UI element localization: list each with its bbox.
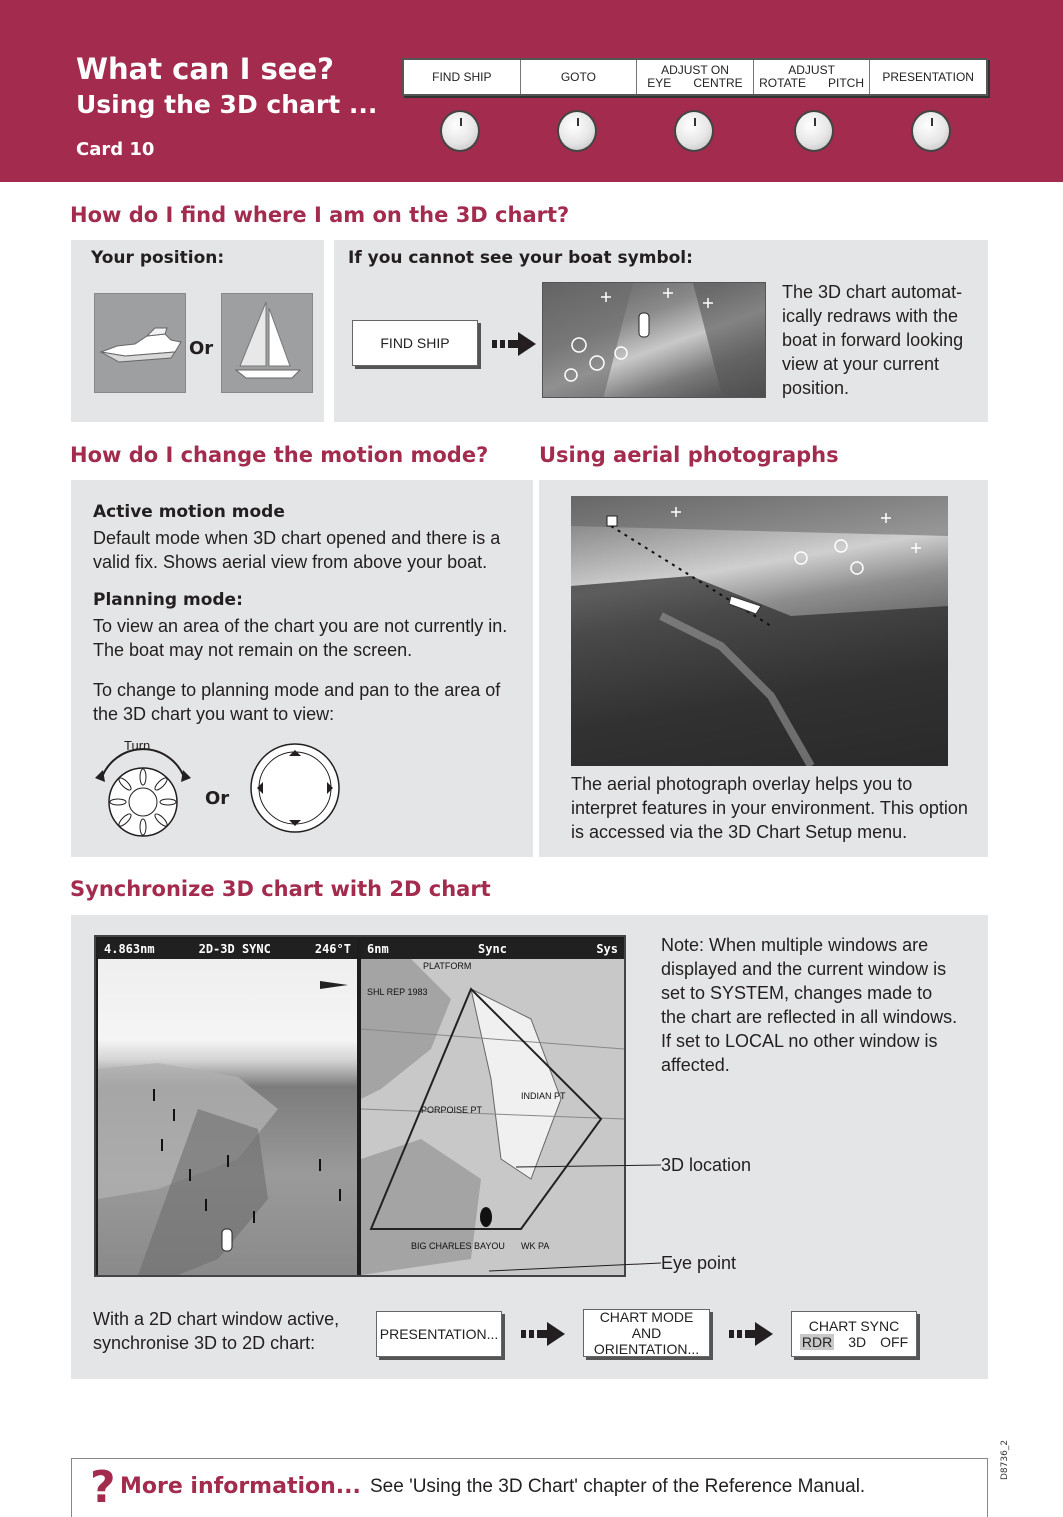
- softkey-find-ship[interactable]: FIND SHIP: [404, 60, 521, 94]
- physical-softkey-1[interactable]: [440, 110, 480, 152]
- motorboat-symbol-icon: [94, 293, 186, 393]
- sailboat-symbol-icon: [221, 293, 313, 393]
- section-title-motion: How do I change the motion mode?: [70, 443, 489, 467]
- arrow-icon: [521, 1322, 565, 1346]
- map-label-shl-rep: SHL REP 1983: [367, 987, 428, 997]
- sync-option-3d: 3D: [848, 1334, 867, 1350]
- map-label-big-charles-bayou: BIG CHARLES BAYOU: [411, 1241, 505, 1251]
- section-title-sync: Synchronize 3D chart with 2D chart: [70, 877, 491, 901]
- physical-softkey-2[interactable]: [557, 110, 597, 152]
- rotary-knob-icon[interactable]: [93, 744, 193, 840]
- chart-sync-button[interactable]: CHART SYNC RDR 3D OFF: [791, 1311, 917, 1357]
- 3d-location-pointer: [516, 1159, 661, 1169]
- document-id: D8736_2: [1000, 1439, 1010, 1480]
- panel-motion-mode: [71, 480, 533, 857]
- physical-softkey-4[interactable]: [794, 110, 834, 152]
- active-mode-label: Active motion mode: [93, 502, 285, 522]
- or-text: Or: [189, 338, 214, 359]
- label-eye-point: Eye point: [661, 1253, 737, 1273]
- or-text-motion: Or: [205, 788, 230, 809]
- map-label-wk-pa: WK PA: [521, 1241, 550, 1251]
- section-title-find: How do I find where I am on the 3D chart?: [70, 203, 570, 227]
- 3d-chart-forward-view-image: [542, 282, 766, 398]
- physical-softkey-3[interactable]: [674, 110, 714, 152]
- turn-label: Turn: [124, 738, 151, 753]
- your-position-label: Your position:: [91, 248, 225, 268]
- arrow-icon: [492, 332, 536, 356]
- aerial-photograph-image: [571, 496, 948, 766]
- softkey-goto[interactable]: GOTO: [521, 60, 638, 94]
- find-ship-description: The 3D chart automat-ically redraws with the boat in forward looking view at your current position.: [782, 282, 964, 398]
- section-title-aerial: Using aerial photographs: [539, 443, 839, 467]
- presentation-button[interactable]: PRESENTATION...: [376, 1311, 502, 1357]
- planning-mode-text: To view an area of the chart you are not currently in. The boat may not remain on the screen.: [93, 616, 508, 660]
- panel-your-position: [71, 240, 324, 422]
- more-info-label: More information...: [120, 1474, 361, 1499]
- map-label-porpoise-pt: PORPOISE PT: [421, 1105, 483, 1115]
- softkey-presentation[interactable]: PRESENTATION: [882, 69, 974, 84]
- physical-softkey-5[interactable]: [911, 110, 951, 152]
- page-subtitle: Using the 3D chart ...: [76, 90, 378, 119]
- card-number: Card 10: [76, 139, 155, 160]
- page-title: What can I see?: [76, 52, 334, 86]
- aerial-description: The aerial photograph overlay helps you to interpret features in your environment. This option is accessed via the 3D Chart Setup menu.: [571, 774, 968, 842]
- softkey-adjust[interactable]: ADJUST ROTATE PITCH: [754, 60, 871, 94]
- eye-point-pointer: [489, 1255, 661, 1275]
- 3d-status-bar: 4.863nm 2D-3D SYNC 246°T: [98, 939, 357, 959]
- panel-sync: [71, 915, 988, 1379]
- panel-aerial: [539, 480, 988, 857]
- 2d-status-bar: 6nm Sync Sys: [361, 939, 624, 959]
- arrow-icon: [729, 1322, 773, 1346]
- change-mode-text: To change to planning mode and pan to the area of the 3D chart you want to view:: [93, 680, 501, 724]
- chart-mode-orientation-button[interactable]: CHART MODE AND ORIENTATION...: [583, 1309, 710, 1357]
- question-mark-icon: ?: [90, 1462, 116, 1513]
- reference-text: See 'Using the 3D Chart' chapter of the Reference Manual.: [370, 1476, 866, 1497]
- label-3d-location: 3D location: [661, 1155, 752, 1175]
- map-label-platform: PLATFORM: [423, 961, 472, 971]
- sync-option-rdr: RDR: [801, 1334, 833, 1350]
- panel-find-ship: [334, 240, 988, 422]
- more-info-footer: [71, 1458, 988, 1517]
- map-label-indian-pt: INDIAN PT: [521, 1091, 566, 1101]
- sync-option-off: OFF: [880, 1334, 909, 1350]
- header-banner: [0, 0, 1063, 182]
- 3d-chart-pane: [98, 939, 357, 1275]
- split-screen-display: [94, 935, 626, 1277]
- active-mode-text: Default mode when 3D chart opened and there is a valid fix. Shows aerial view from above your boat.: [93, 528, 501, 572]
- softkey-adjust-on[interactable]: ADJUST ON EYE CENTRE: [637, 60, 754, 94]
- softkey-bar: [402, 58, 988, 96]
- cannot-see-label: If you cannot see your boat symbol:: [348, 248, 693, 268]
- sync-instruction: With a 2D chart window active, synchronise 3D to 2D chart:: [93, 1309, 340, 1353]
- planning-mode-label: Planning mode:: [93, 590, 243, 610]
- trackpad-icon[interactable]: [249, 742, 341, 834]
- find-ship-button[interactable]: FIND SHIP: [352, 320, 478, 366]
- sync-note: Note: When multiple windows are displayed and the current window is set to SYSTEM, changes made to the chart are reflected in all windows. If set to LOCAL no other window is affected.: [661, 935, 958, 1075]
- 2d-chart-pane: [361, 939, 624, 1275]
